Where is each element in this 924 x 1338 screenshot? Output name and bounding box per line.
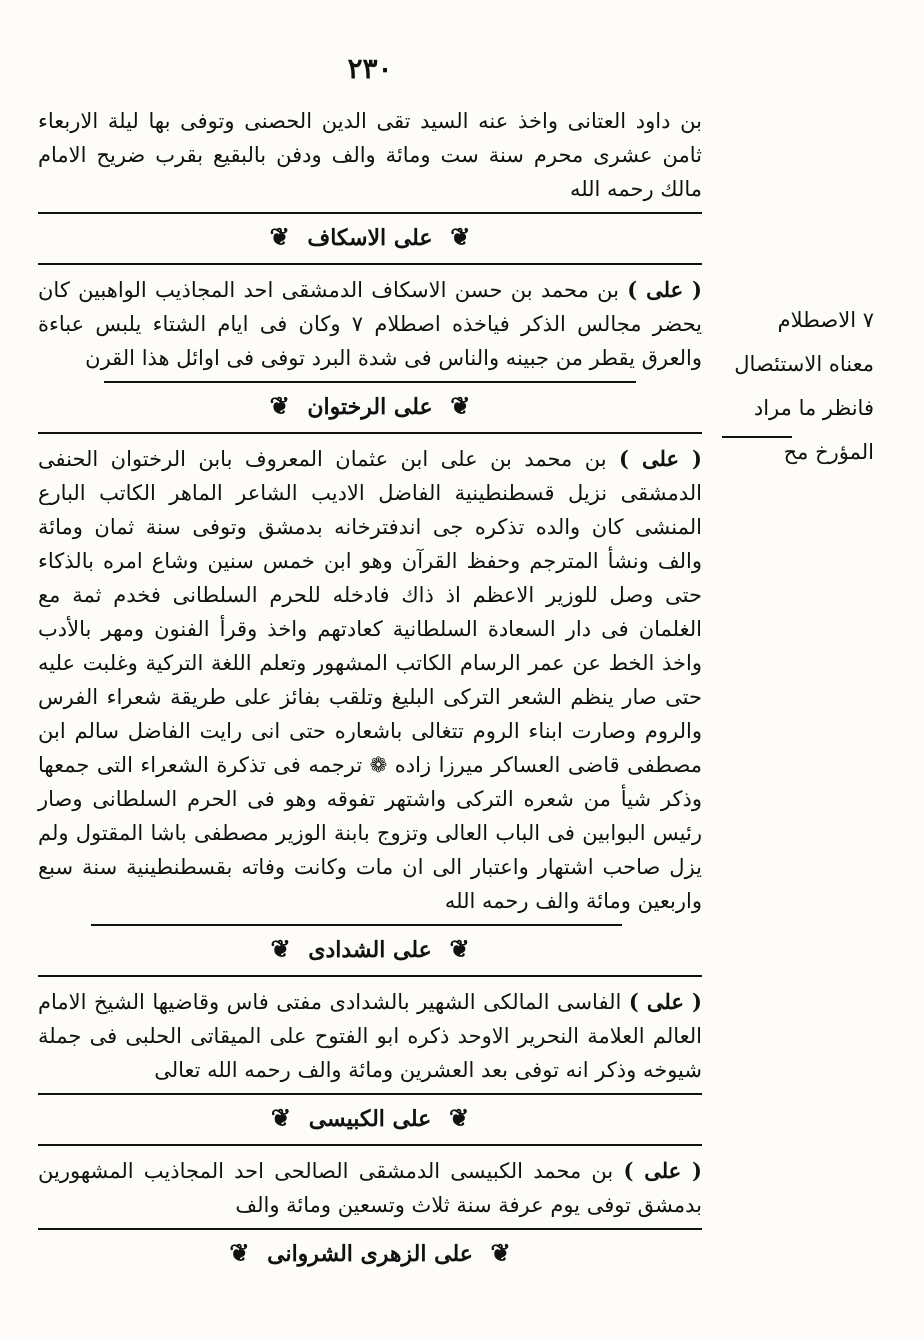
main-text-column: [38, 98, 702, 1277]
entry-heading: [38, 385, 702, 430]
entry-lead: ( على ): [627, 277, 702, 302]
text-line: بن داود العتانى واخذ عنه السيد تقى الدين الحصنى وتوفى بها ليلة الاربعاء ثامن: [38, 109, 702, 167]
entry-body: [38, 979, 702, 1091]
entry-title: على الاسكاف: [307, 225, 433, 251]
entry-title: على الشدادى: [308, 937, 432, 963]
footnote-line: معناه الاستئصال: [734, 352, 874, 376]
text-line: جبينه والناس فى شدة البرد توفى فى اوائل هذا القرن: [85, 346, 550, 370]
entry-body: [38, 1148, 702, 1226]
ornament-icon: ❦: [269, 391, 290, 420]
text-line: يوم عرفة سنة ثلاث وتسعين ومائة والف: [235, 1193, 581, 1217]
text-line: العلامة النحرير الاوحد ذكره ابو الفتوح على الميقاتى الحلبى فى جملة شيوخه وذكر: [38, 1024, 702, 1082]
footnote-line: ٧ الاصطلام: [777, 308, 874, 332]
text-line: الذكر فياخذه اصطلام ٧ وكان فى ايام الشتاء يلبس عباءة والعرق يقطر من: [38, 312, 702, 370]
ornament-icon: ❦: [450, 391, 471, 420]
text-line: قسطنطينية الفاضل الاديب الشاعر الماهر الكاتب البارع المنشى كان والده تذكره جى: [38, 481, 702, 539]
text-line: للحرم السلطانى فخدم ثمة مع الغلمان فى دار السعادة السلطانية كعادتهم واخذ وقرأ: [38, 583, 702, 641]
entry-lead: ( على ): [628, 989, 702, 1014]
entry-heading: [38, 1232, 702, 1277]
section-rule: [38, 263, 702, 265]
entry-body: [38, 436, 702, 922]
section-rule: [38, 1228, 702, 1230]
text-line: الفاسى المالكى الشهير بالشدادى مفتى فاس وقاضيها الشيخ الامام العالم: [38, 990, 702, 1048]
entry-title: على الزهرى الشروانى: [267, 1241, 473, 1267]
page-number: ٢٣٠: [347, 52, 393, 85]
footnote-line: المؤرخ مح: [783, 440, 874, 464]
margin-rule: [722, 436, 792, 438]
ornament-icon: ❦: [269, 222, 290, 251]
ornament-icon: ❦: [450, 222, 471, 251]
margin-footnote: [706, 298, 874, 474]
section-rule: [91, 924, 622, 926]
text-line: شيأ من شعره التركى واشتهر تفوقه وهو فى الحرم السلطانى وصار رئيس البوابين: [38, 787, 702, 845]
ornament-icon: ❦: [270, 1103, 292, 1132]
entry-title: على الكبيسى: [308, 1106, 432, 1132]
text-line: انه توفى بعد العشرين ومائة والف رحمه الله تعالى: [154, 1058, 589, 1082]
section-rule: [38, 432, 702, 434]
section-rule: [38, 212, 702, 214]
ornament-icon: ❦: [270, 934, 291, 963]
ornament-icon: ❦: [490, 1238, 511, 1267]
text-line: ابن خمس سنين وشاع امره بالذكاء حتى وصل للوزير الاعظم اذ ذاك فادخله: [38, 549, 702, 607]
text-line: بن محمد بن على ابن عثمان المعروف بابن الرختوان الحنفى الدمشقى نزيل: [38, 447, 702, 505]
section-rule: [104, 381, 635, 383]
ornament-icon: ❦: [229, 1238, 250, 1267]
entry-heading: [38, 216, 702, 261]
opening-paragraph: [38, 98, 702, 210]
entry-title: على الرختوان: [307, 394, 433, 420]
ornament-icon: ❦: [449, 934, 470, 963]
entry-lead: ( على ): [623, 1158, 702, 1183]
text-line: اندفترخانه بدمشق وتوفى سنة ثمان ومائة والف ونشأ المترجم وحفظ القرآن وهو: [38, 515, 702, 573]
section-rule: [38, 975, 702, 977]
entry-lead: ( على ): [619, 446, 702, 471]
text-line: مصطفى قاضى العساكر ميرزا زاده ❁ ترجمه فى تذكرة الشعراء التى جمعها وذكر: [38, 753, 702, 811]
text-line: بن محمد الكبيسى الدمشقى الصالحى احد المجاذيب المشهورين بدمشق توفى: [38, 1159, 702, 1217]
entry-heading: [38, 1097, 702, 1142]
text-line: عشرى محرم سنة ست ومائة والف ودفن بالبقيع بقرب ضريح الامام مالك رحمه الله: [38, 143, 702, 201]
section-rule: [38, 1093, 702, 1095]
text-line: فى الباب العالى وتزوج بابنة الوزير مصطفى باشا المقتول ولم يزل صاحب اشتهار: [38, 821, 703, 879]
section-rule: [38, 1144, 702, 1146]
entry-heading: [38, 928, 702, 973]
text-line: بن محمد بن حسن الاسكاف الدمشقى احد المجاذيب الواهبين كان يحضر مجالس: [38, 278, 702, 336]
text-line: واعتبار الى ان مات وكانت وفاته بقسطنطينية سنة سبع واربعين ومائة والف رحمه الله: [38, 855, 702, 913]
text-line: الفنون ومهر بالأدب واخذ الخط عن عمر الرسام الكاتب المشهور وتعلم اللغة التركية: [38, 617, 702, 675]
ornament-icon: ❦: [448, 1103, 470, 1132]
text-line: وغلبت عليه حتى صار ينظم الشعر التركى البليغ وتلقب بفائز على طريقة شعراء: [38, 651, 702, 709]
text-line: الفرس والروم وصارت ابناء الروم تتغالى باشعاره حتى انى رايت الفاضل سالم ابن: [38, 685, 702, 743]
footnote-line: فانظر ما مراد: [753, 396, 874, 420]
entry-body: [38, 267, 702, 379]
